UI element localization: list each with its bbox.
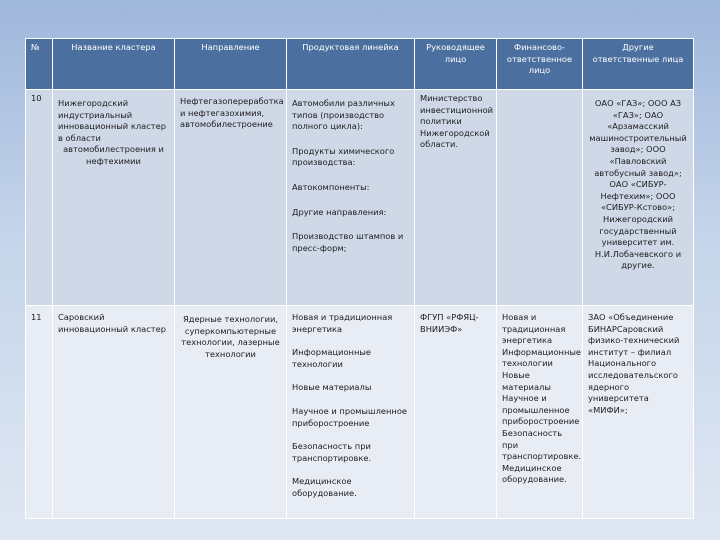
header-direction: Направление (175, 39, 287, 90)
other-persons: ЗАО «Объединение БИНАРСаровский физико-технический институт – филиал Национального исследовательского ядерного университета «МИФИ»; (583, 306, 694, 519)
cluster-name-line: Саровский (58, 312, 105, 322)
finance-person (497, 90, 583, 306)
cluster-name (53, 90, 175, 306)
product-item: Новые материалы (292, 382, 372, 393)
product-item: Производство штампов и пресс-форм; (292, 231, 404, 253)
cluster-name (53, 306, 175, 519)
cluster-name-line: автомобилестроения и (63, 144, 164, 155)
product-item: Продукты химического производства: (292, 145, 395, 168)
product-item: Другие направления: (292, 206, 387, 217)
other-persons: ОАО «ГАЗ»; ООО АЗ «ГАЗ»; ОАО «Арзамасский машиностроительный завод»; ООО «Павловский автобусный завод»; ОАО «СИБУР-Нефтехим»; ООО «СИБУР-Кстово»; Нижегородский государственный университет им. Н.И.Лобачевского и другие. (583, 90, 694, 306)
header-cluster-name: Название кластера (53, 39, 175, 90)
cluster-name-line: нефтехимии (86, 155, 141, 166)
header-finance-person: Финансово-ответственное лицо (497, 39, 583, 90)
cluster-name-line: инновационный кластер (58, 323, 167, 334)
product-item: Безопасность при транспортировке. (292, 441, 372, 463)
row-number: 11 (26, 306, 53, 519)
head-person: Министерство инвестиционной политики Нижегородской области. (415, 90, 497, 306)
product-item: Медицинское оборудование. (292, 476, 357, 498)
product-item: Автокомпоненты: (292, 181, 370, 192)
cluster-name-line: Нижегородский (58, 98, 129, 108)
table-row (26, 90, 694, 306)
row-number: 10 (26, 90, 53, 306)
product-line (287, 306, 415, 519)
product-item: Информационные технологии (292, 347, 372, 369)
header-other-persons: Другие ответственные лица (583, 39, 694, 90)
header-row (26, 39, 694, 90)
head-person: ФГУП «РФЯЦ-ВНИИЭФ» (415, 306, 497, 519)
cluster-name-line: инновационный кластер (58, 121, 167, 132)
product-item: Новая и традиционная энергетика (292, 312, 393, 334)
header-head-person: Руководящее лицо (415, 39, 497, 90)
product-item: Автомобили различных типов (производство полного цикла): (292, 98, 395, 132)
finance-person: Новая и традиционная энергетика Информационные технологии Новые материалы Научное и промышленное приборостроение Безопасность при транспортировке. Медицинское оборудование. (497, 306, 583, 519)
header-number: № (26, 39, 53, 90)
header-product-line: Продуктовая линейка (287, 39, 415, 90)
table-row (26, 306, 694, 519)
direction: Нефтегазопереработка и нефтегазохимия, автомобилестроение (175, 90, 287, 306)
product-item: Научное и промышленное приборостроение (292, 405, 408, 428)
clusters-table (25, 38, 694, 519)
product-line (287, 90, 415, 306)
direction: Ядерные технологии, суперкомпьютерные технологии, лазерные технологии (175, 306, 287, 519)
cluster-name-line: в области (58, 132, 101, 143)
cluster-name-line: индустриальный (58, 109, 133, 120)
